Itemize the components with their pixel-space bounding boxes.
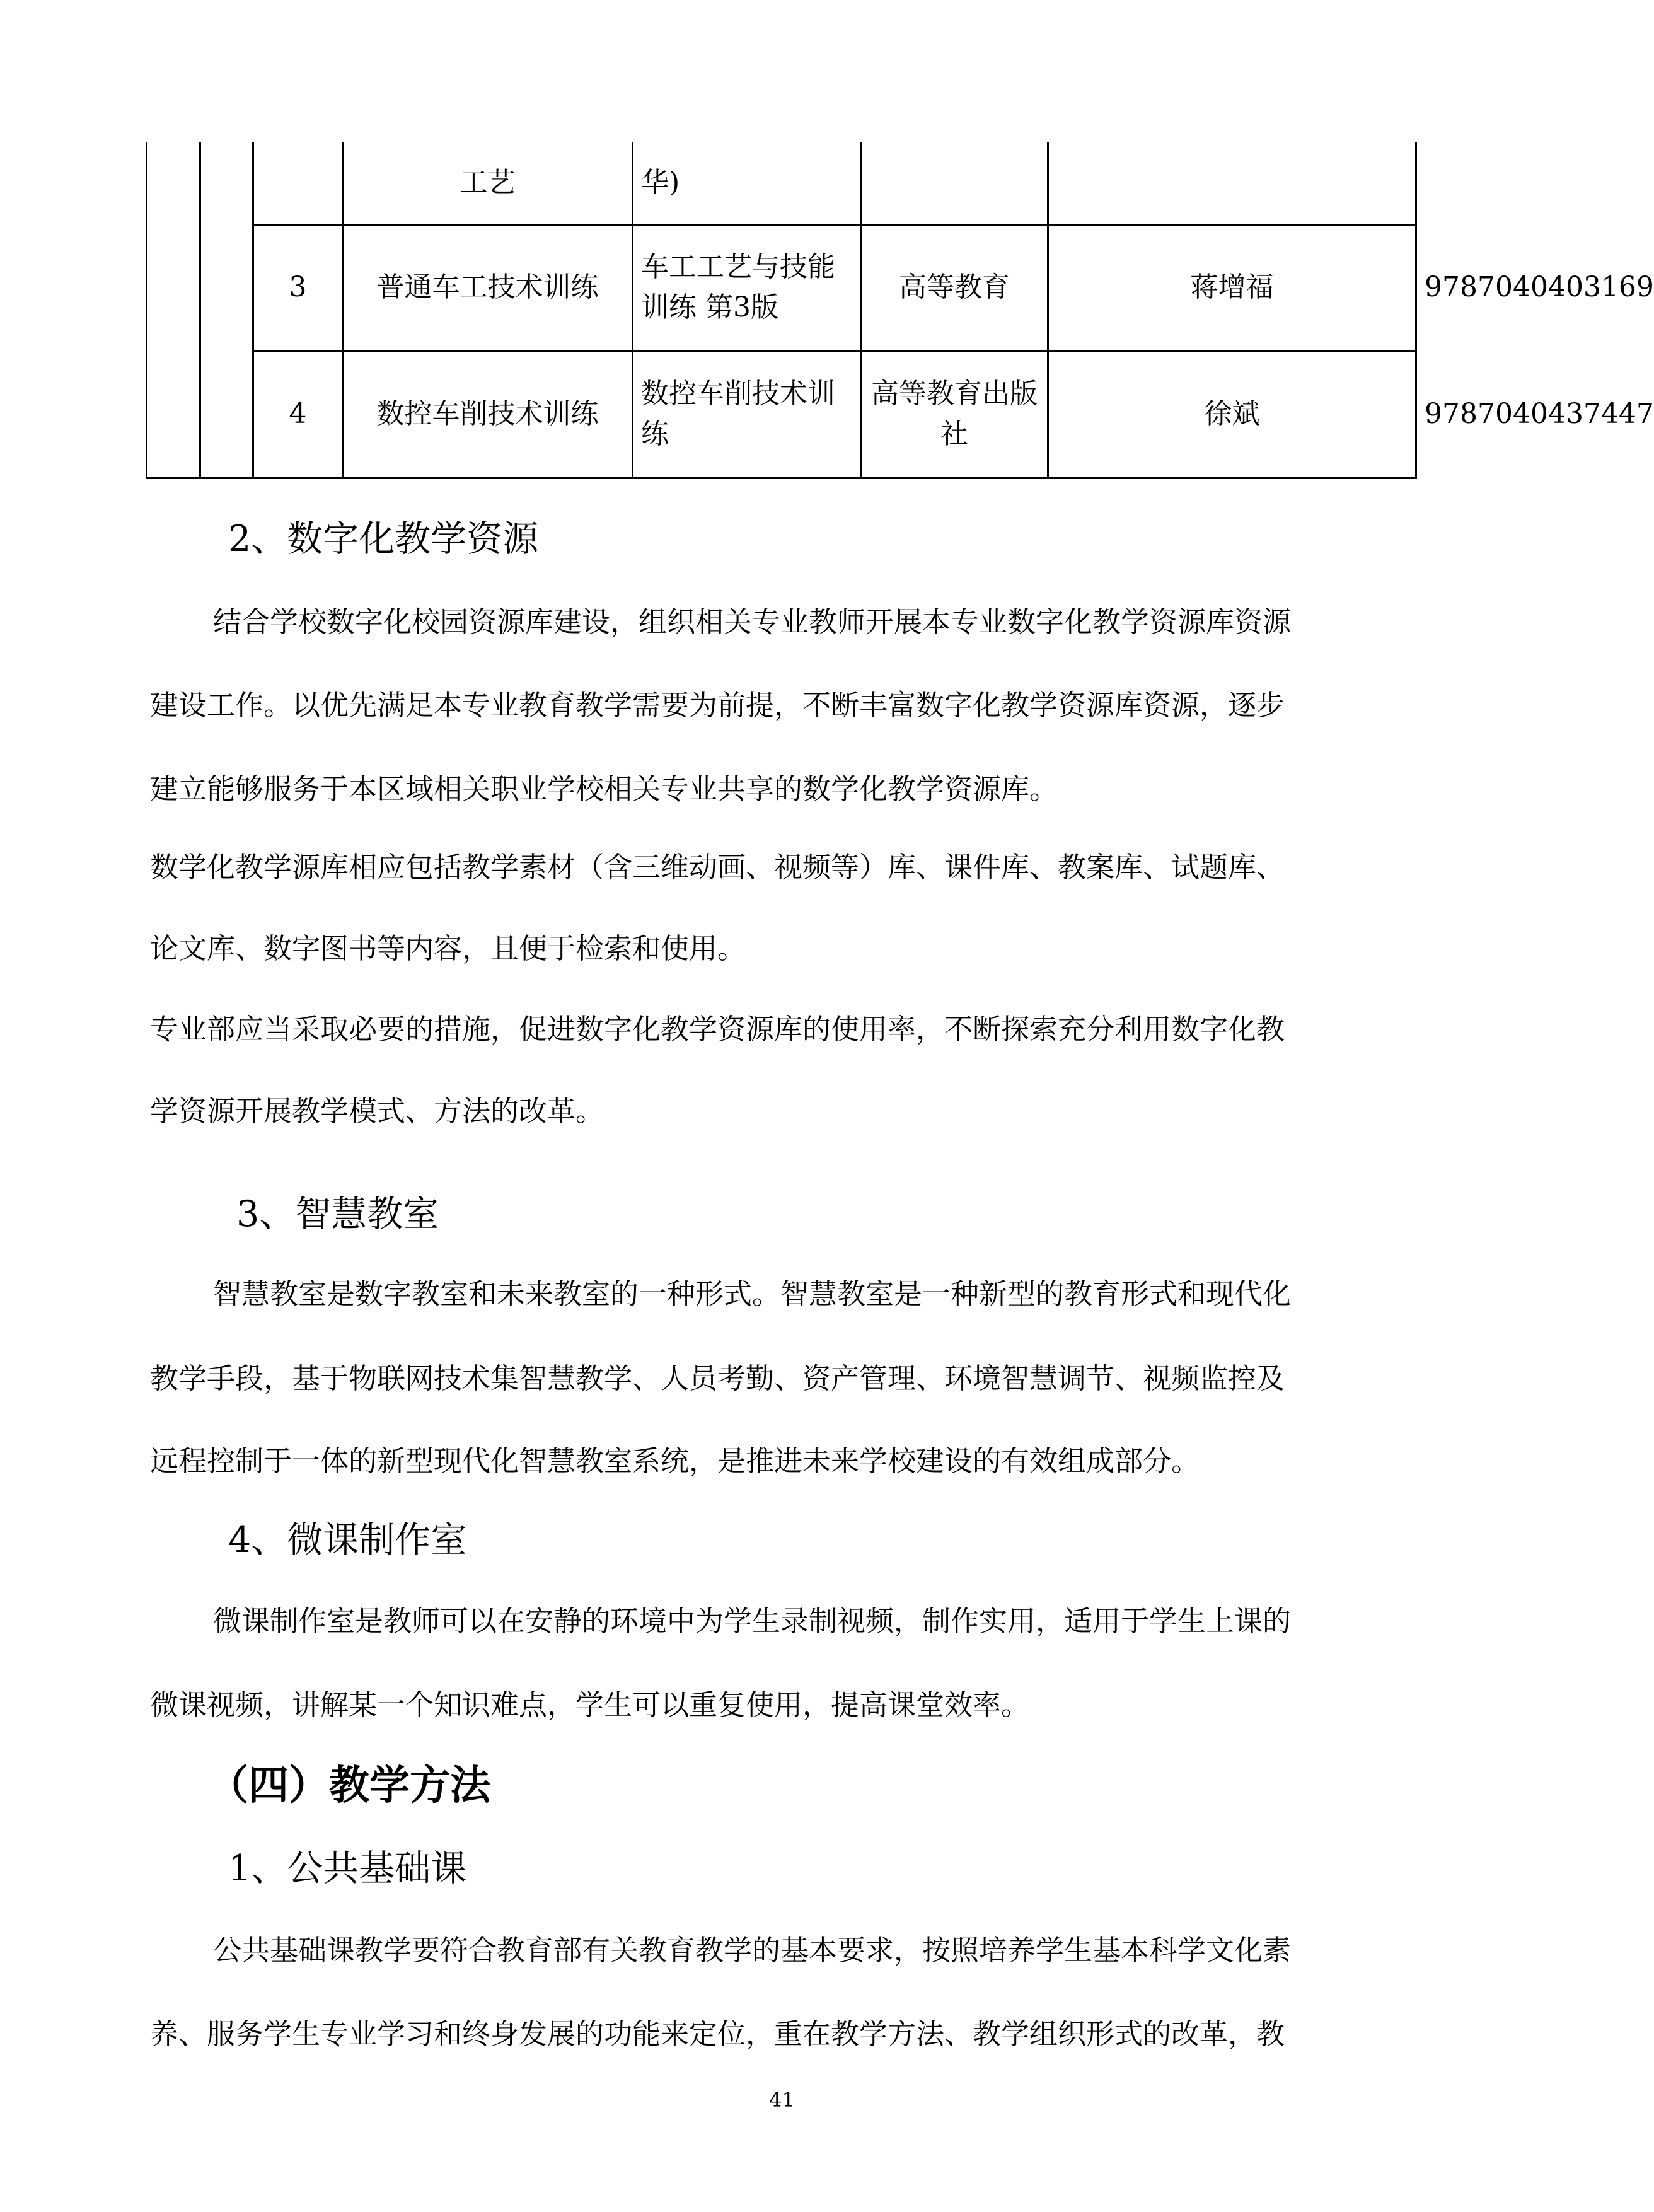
- chapter-heading: （四）教学方法: [208, 1762, 490, 1809]
- paragraph-line: 建设工作。以优先满足本专业教育教学需要为前提，不断丰富数字化教学资源库资源，逐步: [150, 688, 1285, 722]
- paragraph-line: 教学手段，基于物联网技术集智慧教学、人员考勤、资产管理、环境智慧调节、视频监控及: [150, 1362, 1285, 1395]
- section-heading: 2、数字化教学资源: [228, 518, 539, 560]
- author-cell: 蒋增福: [1048, 224, 1416, 350]
- row-number-cell: [253, 142, 343, 224]
- paragraph-line: 数学化教学源库相应包括教学素材（含三维动画、视频等）库、课件库、教案库、试题库、: [150, 850, 1285, 884]
- book-title-cell: 数控车削技术训练: [633, 350, 861, 478]
- course-cell: 工艺: [343, 142, 633, 224]
- paragraph-line: 养、服务学生专业学习和终身发展的功能来定位，重在教学方法、教学组织形式的改革，教: [150, 2017, 1285, 2051]
- paragraph-line: 结合学校数字化校园资源库建设，组织相关专业教师开展本专业数字化教学资源库资源: [213, 605, 1292, 639]
- table-row: [147, 142, 1416, 224]
- section-heading: 4、微课制作室: [228, 1519, 467, 1561]
- paragraph-line: 微课视频，讲解某一个知识难点，学生可以重复使用，提高课堂效率。: [150, 1688, 1030, 1722]
- course-cell: 数控车削技术训练: [343, 350, 633, 478]
- publisher-cell: 高等教育: [861, 224, 1048, 350]
- section-heading: 3、智慧教室: [236, 1193, 439, 1235]
- page-number: 41: [769, 2088, 795, 2112]
- textbook-table: [146, 142, 1654, 479]
- author-cell: 徐斌: [1048, 350, 1416, 478]
- publisher-cell: 高等教育出版社: [861, 350, 1048, 478]
- publisher-cell: [861, 142, 1048, 224]
- paragraph-line: 远程控制于一体的新型现代化智慧教室系统，是推进未来学校建设的有效组成部分。: [150, 1444, 1200, 1478]
- paragraph-line: 智慧教室是数字教室和未来教室的一种形式。智慧教室是一种新型的教育形式和现代化: [213, 1277, 1292, 1311]
- book-title-cell: 车工工艺与技能训练 第3版: [633, 224, 861, 350]
- paragraph-line: 论文库、数字图书等内容，且便于检索和使用。: [150, 932, 746, 965]
- merged-category-cell: [147, 142, 200, 478]
- course-cell: 普通车工技术训练: [343, 224, 633, 350]
- paragraph-line: 建立能够服务于本区域相关职业学校相关专业共享的数学化教学资源库。: [150, 772, 1058, 806]
- table-row: 4 数控车削技术训练 数控车削技术训练 高等教育出版社 徐斌 9787040437447: [147, 350, 1416, 478]
- section-heading: 1、公共基础课: [228, 1848, 467, 1889]
- author-cell: [1048, 142, 1416, 224]
- paragraph-line: 专业部应当采取必要的措施，促进数字化教学资源库的使用率，不断探索充分利用数字化教: [150, 1012, 1285, 1046]
- merged-subcategory-cell: [200, 142, 253, 478]
- row-number-cell: 4: [253, 350, 343, 478]
- table-row: 3 普通车工技术训练 车工工艺与技能训练 第3版 高等教育 蒋增福 9787040403169: [147, 224, 1416, 350]
- book-title-cell: 华): [633, 142, 861, 224]
- paragraph-line: 学资源开展教学模式、方法的改革。: [150, 1094, 604, 1128]
- row-number-cell: 3: [253, 224, 343, 350]
- paragraph-line: 公共基础课教学要符合教育部有关教育教学的基本要求，按照培养学生基本科学文化素: [213, 1933, 1292, 1967]
- paragraph-line: 微课制作室是教师可以在安静的环境中为学生录制视频，制作实用，适用于学生上课的: [213, 1604, 1292, 1638]
